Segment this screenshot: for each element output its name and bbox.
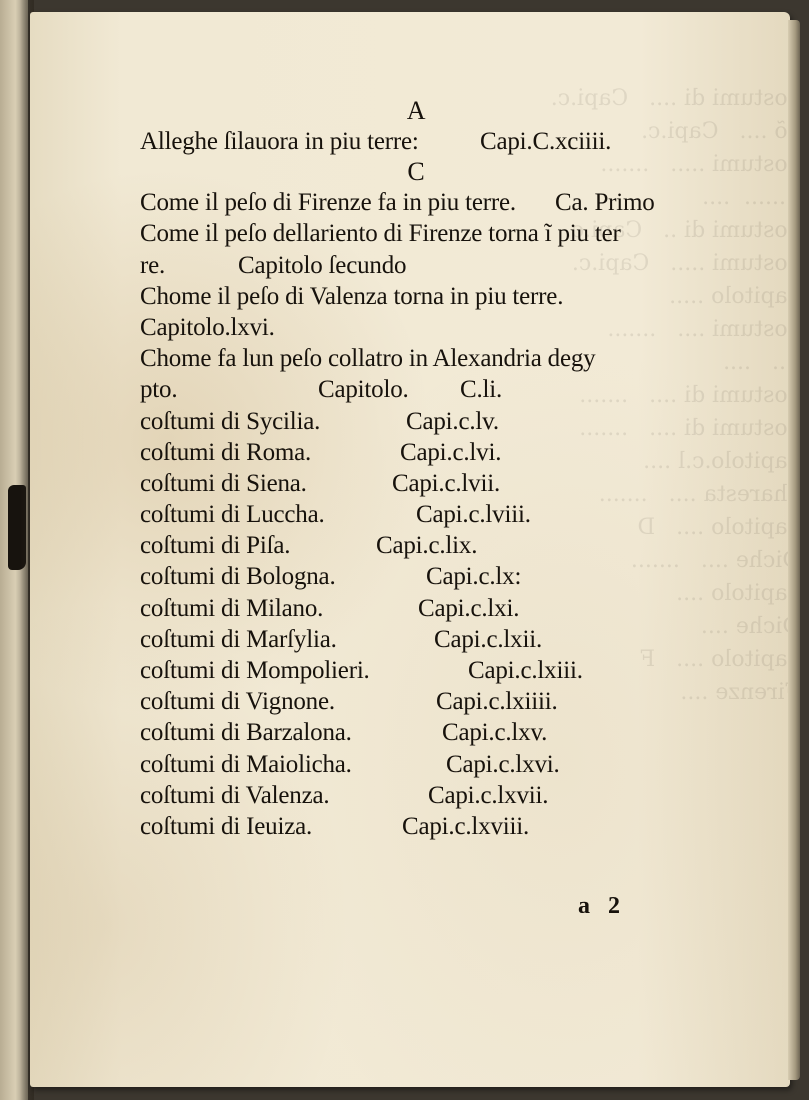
section-letter-c: C	[407, 157, 425, 187]
show-through-text: costumi di .... Capi.c. .... Capi.c. costumi ..... ....... ........ .... costumi di .. Capi.c. costumi ..... Capi.c. capitolo ..... costumi .... ....... .... .... costumi di .... ....... costumi di .... ....... capitolo.c.l .... charesta .... ....... capitolo .... D Diche .... ....... capitolo .... Diche .... capitolo .... F Firenze ....	[550, 86, 800, 705]
index-entry	[140, 218, 700, 249]
entry-chapter-number: C.li.	[460, 376, 503, 404]
section-letter-a: A	[406, 96, 426, 125]
entry-label: pto.	[140, 376, 178, 404]
index-text-block	[140, 96, 700, 842]
index-entry	[140, 655, 700, 686]
entry-label: coſtumi di Barzalona.	[140, 719, 352, 747]
entry-chapter-ref: Capi.c.lvi.	[400, 438, 502, 466]
entry-chapter-ref: Capi.c.lxv.	[442, 719, 548, 747]
index-entry	[140, 250, 700, 281]
index-entry	[140, 468, 700, 499]
entry-chapter-ref: Capi.c.lxii.	[434, 625, 543, 653]
index-entry	[140, 593, 700, 624]
index-entry	[140, 561, 700, 592]
index-entry	[140, 312, 700, 343]
index-entry	[140, 281, 700, 312]
entry-chapter-ref: Capi.C.xciiii.	[480, 128, 612, 155]
entry-label: coſtumi di Piſa.	[140, 532, 291, 560]
entry-label: coſtumi di Milano.	[140, 594, 324, 622]
entry-chapter-ref: Capi.c.lx:	[426, 563, 522, 591]
entry-label: coſtumi di Bologna.	[140, 563, 336, 591]
entry-label: re.	[140, 251, 166, 279]
entry-chapter-ref: Capi.c.lxvi.	[446, 750, 560, 778]
entry-chapter-ref: Capi.c.lv.	[406, 407, 499, 435]
entry-label: coſtumi di Maiolicha.	[140, 750, 352, 778]
entry-label: coſtumi di Sycilia.	[140, 407, 321, 435]
entry-chapter-ref: Capi.c.lviii.	[416, 501, 531, 529]
entry-chapter-ref: Capi.c.lix.	[376, 532, 478, 560]
entry-label: Chome fa lun peſo collatro in Alexandria degy	[140, 345, 596, 373]
entry-label: Come il peſo dellariento di Firenze torna ĩ piu ter	[140, 220, 621, 248]
index-entry	[140, 624, 700, 655]
entry-chapter-ref: Capi.c.lxvii.	[428, 781, 549, 809]
book-page	[30, 12, 800, 1087]
index-entry	[140, 686, 700, 717]
index-entry	[140, 374, 700, 405]
entry-chapter-ref: Capitolo.	[318, 376, 409, 404]
entry-label: Come il peſo di Firenze fa in piu terre.	[140, 189, 516, 217]
entry-label: coſtumi di Luccha.	[140, 501, 325, 529]
entry-label: coſtumi di Vignone.	[140, 688, 335, 716]
entry-label: Alleghe ſilauora in piu terre:	[140, 128, 419, 155]
entry-label: coſtumi di Valenza.	[140, 781, 330, 809]
index-entry	[140, 406, 700, 437]
entry-label: coſtumi di Siena.	[140, 469, 307, 497]
index-entry	[140, 530, 700, 561]
page-fore-edge	[788, 20, 800, 1080]
index-entry	[140, 187, 700, 218]
entry-chapter-ref: Capi.c.lxiii.	[468, 657, 583, 684]
index-entry	[140, 437, 700, 468]
entry-label: coſtumi di Ieuiza.	[140, 812, 313, 840]
entry-label: Capitolo.lxvi.	[140, 313, 275, 341]
entry-chapter-ref: Capi.c.lvii.	[392, 469, 501, 497]
entry-chapter-ref: Capi.c.lxviii.	[402, 812, 530, 840]
entry-chapter-ref: Capi.c.lxi.	[418, 594, 520, 622]
index-entry	[140, 811, 700, 842]
index-entry	[140, 499, 700, 530]
index-entry	[140, 343, 700, 374]
index-entry	[140, 749, 700, 780]
entry-label: coſtumi di Roma.	[140, 438, 312, 466]
entry-chapter-ref: Capitolo ſecundo	[238, 251, 407, 279]
entry-label: Chome il peſo di Valenza torna in piu terre.	[140, 282, 564, 310]
index-entry	[140, 717, 700, 748]
entry-chapter-ref: Capi.c.lxiiii.	[436, 688, 558, 716]
entry-label: coſtumi di Marſylia.	[140, 625, 337, 653]
signature-mark: a 2	[578, 893, 620, 919]
index-entry	[140, 126, 700, 157]
entry-label: coſtumi di Mompolieri.	[140, 657, 370, 684]
index-entry	[140, 780, 700, 811]
entry-chapter-ref: Ca. Primo	[555, 189, 655, 217]
